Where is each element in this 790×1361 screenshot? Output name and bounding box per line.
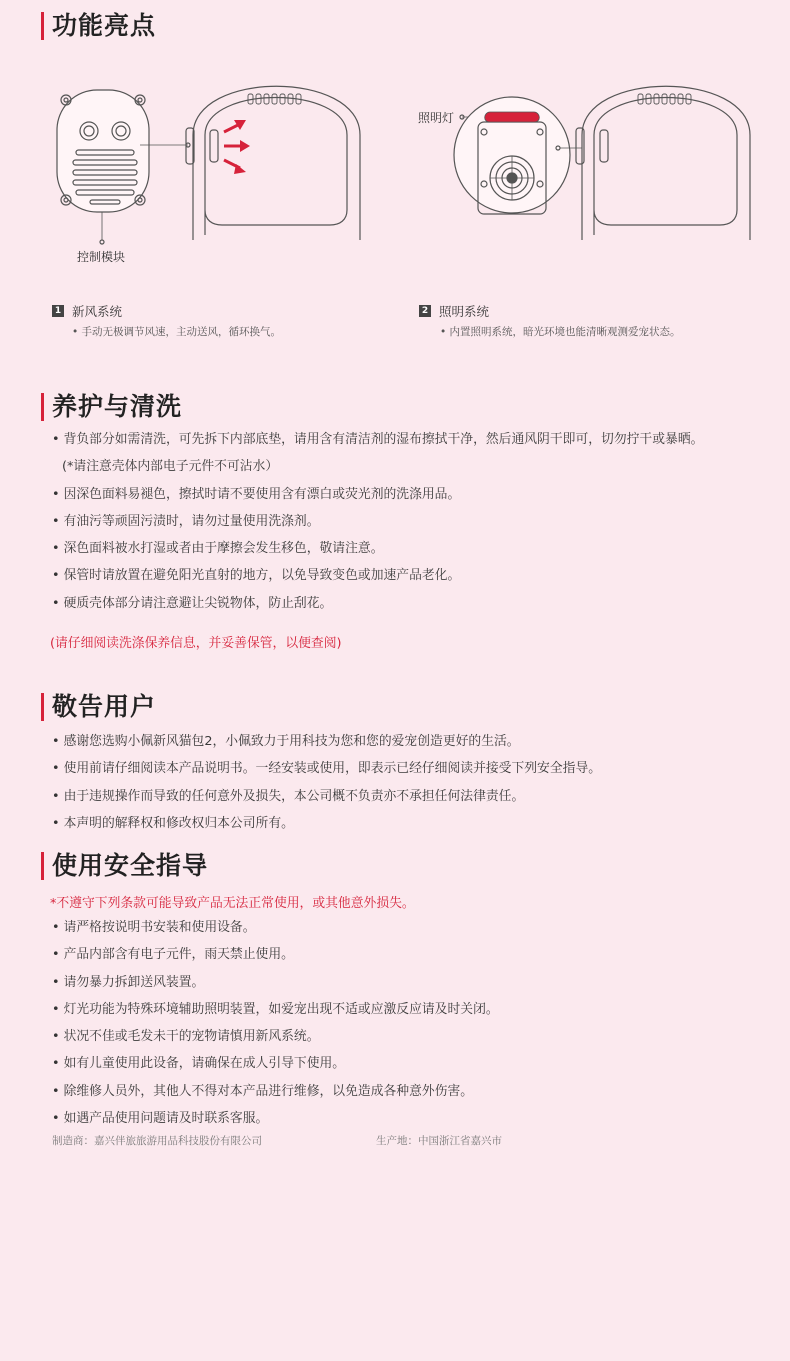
list-item: • 灯光功能为特殊环境辅助照明装置，如爱宠出现不适或应激反应请及时关闭。	[52, 1001, 499, 1017]
list-item: (*请注意壳体内部电子元件不可沾水）	[62, 459, 279, 475]
bag-illustration-right	[576, 86, 750, 240]
list-item: • 产品内部含有电子元件，雨天禁止使用。	[52, 947, 294, 963]
list-item: • 本声明的解释权和修改权归本公司所有。	[52, 815, 294, 831]
care-note: (请仔细阅读洗涤保养信息，并妥善保管，以便查阅)	[50, 636, 342, 651]
care-list	[52, 426, 703, 617]
list-item: • 背负部分如需清洗，可先拆下内部底垫，请用含有清洁剂的湿布擦拭干净，然后通风阴干即可，切勿拧干或暴晒。	[52, 432, 704, 447]
list-item: • 有油污等顽固污渍时，请勿过量使用洗涤剂。	[52, 513, 320, 529]
list-item: • 如有儿童使用此设备，请确保在成人引导下使用。	[52, 1056, 346, 1072]
footer-manufacturer: 制造商：嘉兴伴旅旅游用品科技股份有限公司	[52, 1135, 262, 1147]
list-item: • 因深色面料易褪色，擦拭时请不要使用含有漂白或荧光剂的洗涤用品。	[52, 486, 461, 502]
feature-1-number: 1	[52, 305, 64, 317]
list-item: • 状况不佳或毛发未干的宠物请慎用新风系统。	[52, 1029, 320, 1045]
features-title: 功能亮点	[41, 12, 156, 40]
feature-2-number: 2	[419, 305, 431, 317]
feature-2-desc: • 内置照明系统，暗光环境也能清晰观测爱宠状态。	[440, 326, 681, 338]
safety-title: 使用安全指导	[41, 852, 208, 880]
fan-arrow-icon	[224, 120, 250, 174]
feature-2-heading	[419, 302, 489, 320]
features-diagram	[0, 60, 790, 270]
feature-2-name: 照明系统	[439, 304, 490, 319]
bag-illustration-left	[186, 86, 360, 240]
list-item: • 除维修人员外，其他人不得对本产品进行维修，以免造成各种意外伤害。	[52, 1083, 474, 1099]
list-item: • 请勿暴力拆卸送风装置。	[52, 974, 205, 990]
footer-origin: 生产地：中国浙江省嘉兴市	[376, 1135, 502, 1147]
list-item: • 请严格按说明书安装和使用设备。	[52, 920, 256, 935]
list-item: • 保管时请放置在避免阳光直射的地方，以免导致变色或加速产品老化。	[52, 568, 461, 584]
feature-1-heading	[52, 302, 122, 320]
feature-1-name: 新风系统	[72, 304, 123, 319]
list-item: • 由于违规操作而导致的任何意外及损失，本公司概不负责亦不承担任何法律责任。	[52, 788, 525, 804]
light-icon	[485, 112, 540, 122]
list-item: • 如遇产品使用问题请及时联系客服。	[52, 1111, 269, 1127]
list-item: • 使用前请仔细阅读本产品说明书。一经安装或使用，即表示已经仔细阅读并接受下列安全指导。	[52, 761, 602, 777]
safety-warning: *不遵守下列条款可能导致产品无法正常使用，或其他意外损失。	[50, 896, 415, 911]
control-module-label: 控制模块	[77, 250, 126, 264]
control-module-illustration	[57, 90, 190, 244]
list-item: • 感谢您选购小佩新风猫包2，小佩致力于用科技为您和您的爱宠创造更好的生活。	[52, 734, 520, 749]
notice-title: 敬告用户	[41, 693, 156, 721]
list-item: • 硬质壳体部分请注意避让尖锐物体，防止刮花。	[52, 595, 333, 611]
safety-list	[52, 914, 499, 1132]
feature-1-desc: • 手动无极调节风速，主动送风，循环换气。	[72, 326, 282, 338]
light-label: 照明灯	[418, 111, 455, 125]
notice-list	[52, 728, 601, 837]
list-item: • 深色面料被水打湿或者由于摩擦会发生移色，敬请注意。	[52, 541, 384, 557]
care-title: 养护与清洗	[41, 393, 182, 421]
